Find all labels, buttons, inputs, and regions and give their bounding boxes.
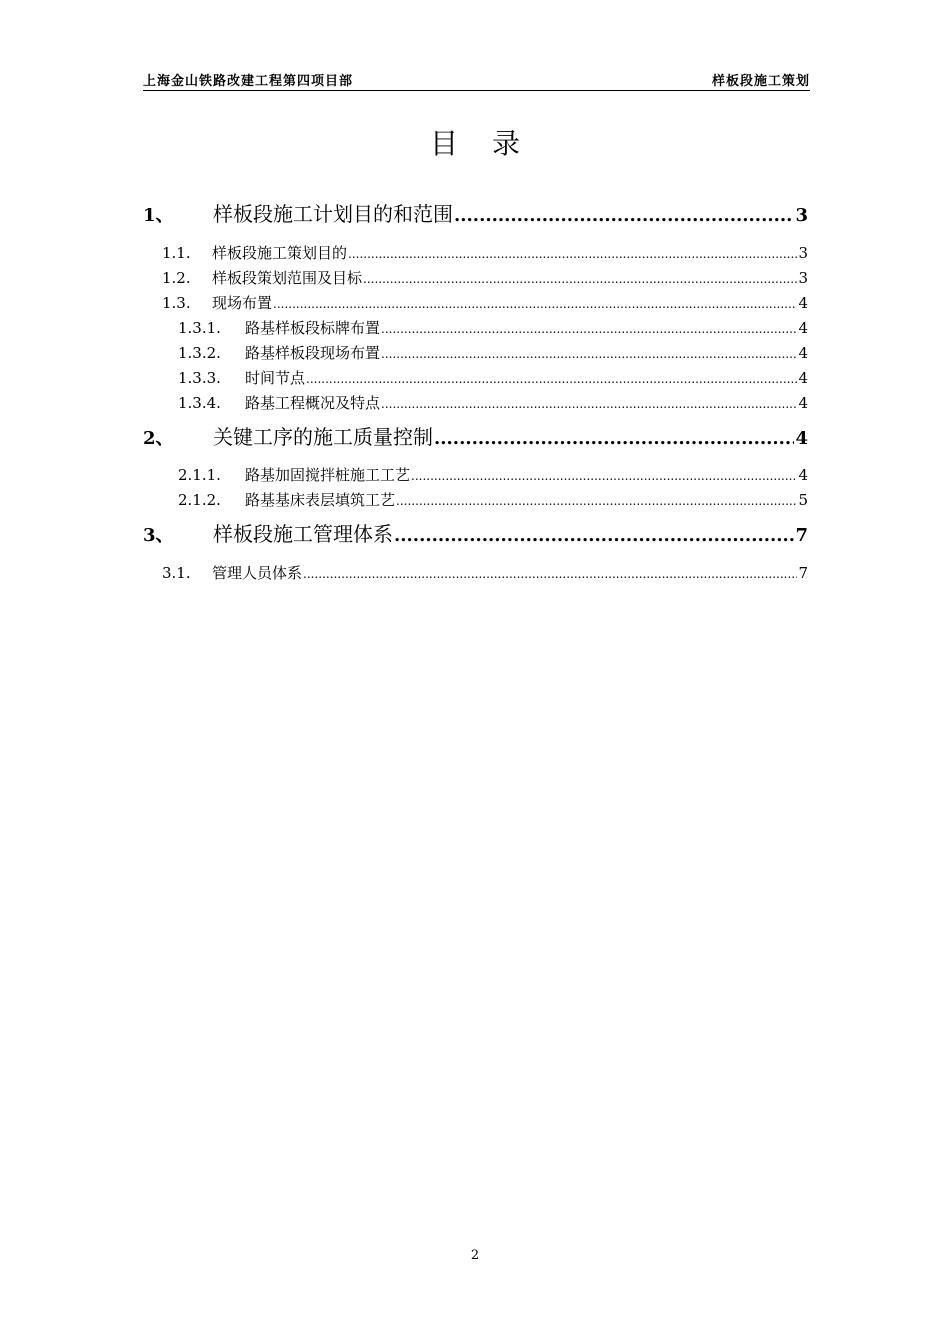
toc-title: 目录 bbox=[429, 127, 554, 160]
toc-entry-number: 1.3.2. bbox=[178, 344, 221, 362]
toc-entry-page: 4 bbox=[798, 294, 808, 312]
dot-leader bbox=[411, 469, 797, 483]
toc-entry-page: 7 bbox=[798, 564, 808, 582]
toc-entry-text: 管理人员体系 bbox=[212, 564, 303, 582]
toc-entry-1-3-1[interactable] bbox=[178, 317, 808, 338]
toc-entry-2-1-2[interactable] bbox=[178, 489, 808, 510]
toc-entry-page: 4 bbox=[798, 369, 808, 387]
toc-entry-text: 时间节点 bbox=[245, 369, 306, 387]
dot-leader bbox=[381, 347, 797, 361]
toc-entry-1-1[interactable] bbox=[162, 242, 808, 263]
toc-entry-text: 路基基床表层填筑工艺 bbox=[245, 491, 396, 509]
dot-leader bbox=[306, 372, 797, 386]
toc-entry-number: 1、 bbox=[143, 205, 174, 226]
toc-entry-page: 4 bbox=[795, 428, 808, 449]
header-document-title: 样板段施工策划 bbox=[711, 74, 810, 89]
toc-entry-number: 3.1. bbox=[162, 564, 191, 582]
toc-entry-text: 路基工程概况及特点 bbox=[245, 394, 381, 412]
dot-leader bbox=[396, 494, 797, 508]
toc-entry-1[interactable] bbox=[143, 198, 808, 227]
toc-entry-page: 4 bbox=[798, 466, 808, 484]
page-number: 2 bbox=[470, 1248, 480, 1263]
toc-entry-number: 1.3.1. bbox=[178, 319, 221, 337]
toc-entry-number: 1.2. bbox=[162, 269, 191, 287]
toc-entry-number: 3、 bbox=[143, 525, 174, 546]
toc-entry-page: 5 bbox=[798, 491, 808, 509]
dot-leader bbox=[363, 272, 797, 286]
toc-entry-text: 关键工序的施工质量控制 bbox=[213, 425, 433, 449]
toc-entry-number: 1.3.4. bbox=[178, 394, 221, 412]
toc-entry-number: 1.1. bbox=[162, 244, 191, 262]
toc-entry-page: 4 bbox=[798, 344, 808, 362]
dot-leader bbox=[348, 247, 797, 261]
toc-entry-2-1-1[interactable] bbox=[178, 464, 808, 485]
toc-entry-page: 3 bbox=[798, 244, 808, 262]
toc-entry-number: 2、 bbox=[143, 428, 174, 449]
toc-entry-1-3-2[interactable] bbox=[178, 342, 808, 363]
toc-entry-page: 3 bbox=[795, 205, 808, 226]
dot-leader bbox=[381, 397, 797, 411]
dot-leader bbox=[273, 297, 797, 311]
toc-entry-1-3-3[interactable] bbox=[178, 367, 808, 388]
toc-entry-text: 现场布置 bbox=[212, 294, 273, 312]
toc-entry-page: 4 bbox=[798, 319, 808, 337]
page-header bbox=[143, 66, 810, 91]
dot-leader bbox=[454, 205, 794, 226]
toc-entry-page: 4 bbox=[798, 394, 808, 412]
dot-leader bbox=[303, 567, 797, 581]
toc-entry-number: 1.3.3. bbox=[178, 369, 221, 387]
toc-entry-page: 3 bbox=[798, 269, 808, 287]
dot-leader bbox=[434, 428, 794, 449]
toc-entry-text: 样板段施工策划目的 bbox=[212, 244, 348, 262]
toc-entry-3-1[interactable] bbox=[162, 562, 808, 583]
toc-entry-1-3-4[interactable] bbox=[178, 392, 808, 413]
toc-entry-text: 路基样板段现场布置 bbox=[245, 344, 381, 362]
toc-entry-2[interactable] bbox=[143, 421, 808, 450]
toc-entry-number: 1.3. bbox=[162, 294, 191, 312]
toc-entry-text: 样板段施工计划目的和范围 bbox=[213, 202, 453, 226]
toc-entry-3[interactable] bbox=[143, 518, 808, 547]
header-project-name: 上海金山铁路改建工程第四项目部 bbox=[143, 74, 354, 89]
toc-entry-page: 7 bbox=[795, 525, 808, 546]
toc-entry-1-2[interactable] bbox=[162, 267, 808, 288]
dot-leader bbox=[381, 322, 797, 336]
toc-entry-text: 路基加固搅拌桩施工工艺 bbox=[245, 466, 411, 484]
toc-entry-number: 2.1.1. bbox=[178, 466, 221, 484]
toc-entry-text: 样板段施工管理体系 bbox=[213, 522, 393, 546]
toc-entry-1-3[interactable] bbox=[162, 292, 808, 313]
toc-entry-number: 2.1.2. bbox=[178, 491, 221, 509]
toc-entry-text: 路基样板段标牌布置 bbox=[245, 319, 381, 337]
dot-leader bbox=[394, 525, 794, 546]
toc-entry-text: 样板段策划范围及目标 bbox=[212, 269, 363, 287]
